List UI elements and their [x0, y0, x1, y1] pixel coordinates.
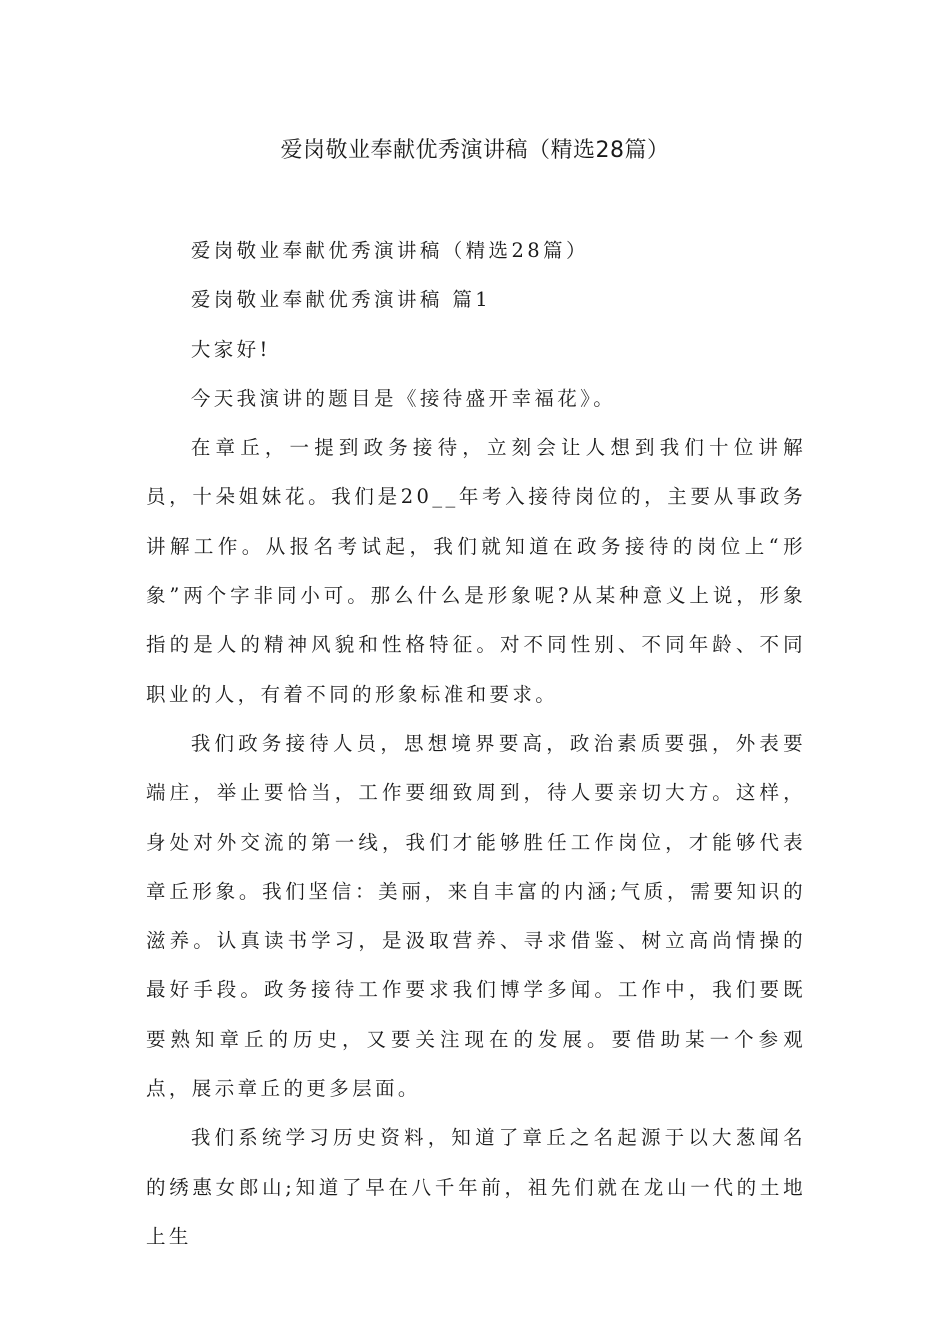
paragraph-body-3: 我们系统学习历史资料，知道了章丘之名起源于以大葱闻名的绣惠女郎山;知道了早在八千年前，祖先们就在龙山一代的土地上生	[146, 1126, 806, 1248]
paragraph-section-heading: 爱岗敬业奉献优秀演讲稿 篇1	[190, 288, 492, 312]
document-title: 爱岗敬业奉献优秀演讲稿（精选28篇）	[280, 138, 670, 163]
paragraph-body-2: 我们政务接待人员，思想境界要高，政治素质要强，外表要端庄，举止要恰当，工作要细致周到，待人要亲切大方。这样，身处对外交流的第一线，我们才能够胜任工作岗位，才能够代表章丘形象。我们坚信：美丽，来自丰富的内涵;气质，需要知识的滋养。认真读书学习，是汲取营养、寻求借鉴、树立高尚情操的最好手段。政务接待工作要求我们博学多闻。工作中，我们要既要熟知章丘的历史，又要关注现在的发展。要借助某一个参观点，展示章丘的更多层面。	[146, 731, 806, 1101]
paragraph-topic: 今天我演讲的题目是《接待盛开幸福花》。	[190, 386, 617, 410]
paragraph-greeting: 大家好!	[190, 337, 271, 361]
paragraph-body-1: 在章丘，一提到政务接待，立刻会让人想到我们十位讲解员，十朵姐妹花。我们是20__年考入接待岗位的，主要从事政务讲解工作。从报名考试起，我们就知道在政务接待的岗位上“形象”两个字非同小可。那么什么是形象呢?从某种意义上说，形象指的是人的精神风貌和性格特征。对不同性别、不同年龄、不同职业的人，有着不同的形象标准和要求。	[146, 436, 806, 706]
document-body	[146, 226, 806, 1261]
paragraph-subtitle: 爱岗敬业奉献优秀演讲稿（精选28篇）	[190, 239, 589, 262]
